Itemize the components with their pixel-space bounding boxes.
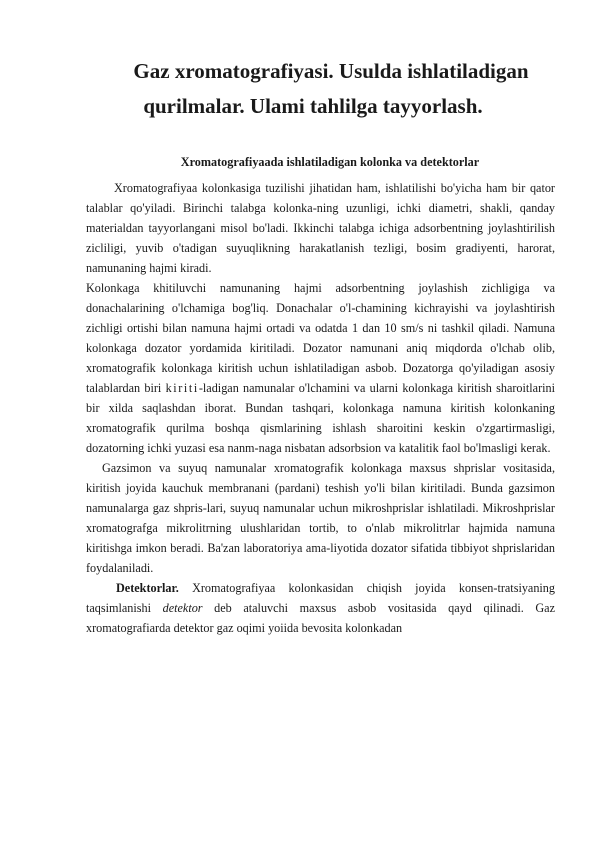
paragraph-3: Gazsimon va suyuq namunalar xromatografik kolonkaga maxsus shprislar vositasida, kiritish joyida kauchuk membranani (pardani) teshish yo'li bilan kiritiladi. Bunda gazsimon namunalarga gaz shpris-lari, suyuq namunalar uchun mikroshprislar ishlatiladi. Mikroshprislar xromatografga mikrolitrning ulushlaridan tortib, to o'nlab mikrolitrlar hajmida namuna kiritishga imkon beradi. Ba'zan laboratoriya ama-liyotida dozator sifatida tibbiyot shprislaridan foydalaniladi. xyxy=(86,461,555,575)
paragraph-2-part-b: -ladigan namunalar o'lchamini va ularni kolonkaga kiritish sharoitlarini bir xilda saqlashdan iborat. Bundan tashqari, kolonkaga namuna kiritish kolonkaning xromatografik qurilma boshqa qismlarining ishlash sharoitini keskin o'zgartirmasligi, dozatorning ichki yuzasi esa nanm-naga nisbatan adsorbsion va katalitik faol bo'lmasligi kerak. xyxy=(86,381,556,455)
paragraph-1: Xromatografiyaa kolonkasiga tuzilishi jihatidan ham, ishlatilishi bo'yicha ham bir qator talablar qo'yiladi. Birinchi talabga kolonka-ning uzunligi, ichki diametri, shakli, qanday materialdan tayyorlangani misol bo'ladi. Ikkinchi talabga ichiga adsorbentning joylashtirilish zicliligi, yuvib o'tadigan suyuqlikning harakatlanish tezligi, bosim gradiyenti, harorat, namunaning hajmi kiradi. xyxy=(86,181,555,275)
section-subtitle: Xromatografiyaada ishlatiladigan kolonka va detektorlar xyxy=(180,155,480,169)
detektorlar-heading: Detektorlar. xyxy=(116,581,179,595)
title-line-1: Gaz xromatografiyasi. Usulda ishlatiladigan xyxy=(133,59,529,83)
body-text xyxy=(86,178,555,638)
paragraph-4-part-b: deb ataluvchi maxsus asbob vositasida qayd qilinadi. Gaz xromatografiarda detektor gaz oqimi yoiida bevosita kolonkadan xyxy=(86,601,555,635)
paragraph-2 xyxy=(86,278,555,458)
paragraph-2-part-a: Kolonkaga khitiluvchi namunaning hajmi adsorbentning joylashish zichligiga va donachalarining o'lchamiga bog'liq. Donachalar o'l-chamining kichrayishi va joylashtirish zichligi ortishi bilan namuna hajmi ortadi va odatda 1 dan 10 sm/s ni tashkil qiladi. Namuna kolonkaga dozator yordamida kiritiladi. Dozator namunani aniq miqdorda o'lchab olib, xromatografik kolonkaga kiritish uchun ishlatiladigan asbob. Dozatorga qo'yiladigan asosiy talablardan biri xyxy=(86,281,555,395)
title-line-2: qurilmalar. Ulami tahlilga tayyorlash. xyxy=(143,94,483,118)
detektor-term: detektor xyxy=(162,601,203,615)
paragraph-4-part-a: Xromatografiyaa kolonkasidan chiqish joyida konsen-tratsiyaning taqsimlanishi xyxy=(86,581,555,615)
paragraph-4 xyxy=(86,578,555,638)
paragraph-2-spaced-word: kiriti xyxy=(165,381,199,395)
